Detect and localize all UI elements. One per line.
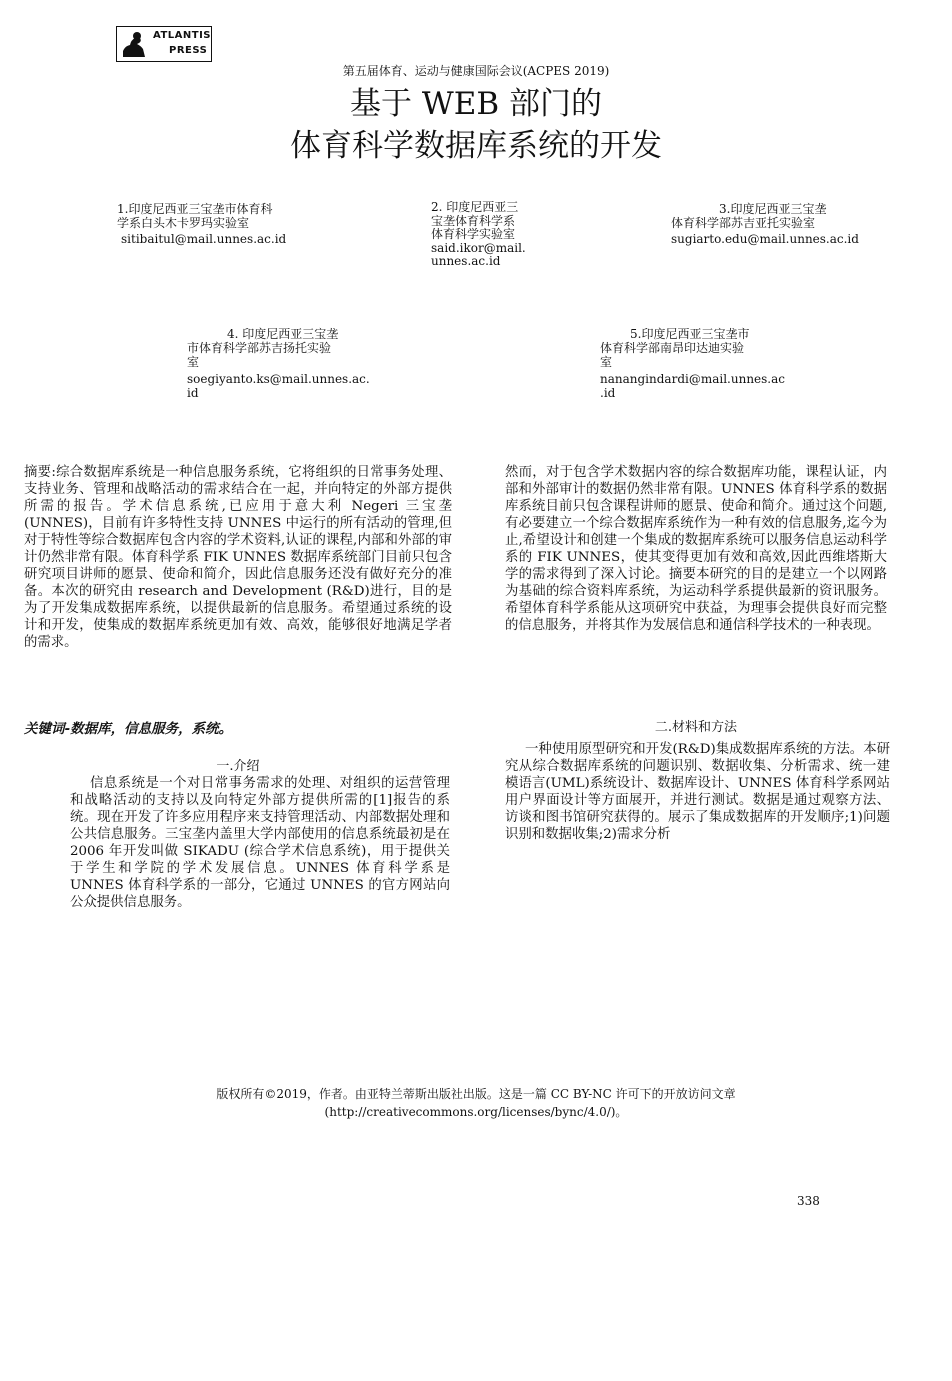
author-4-email-part1: soegiyanto.ks@mail.unnes.ac. xyxy=(187,372,370,386)
author-2-line3: 体育科学实验室 xyxy=(431,227,516,241)
abstract-left-column xyxy=(24,464,452,651)
author-5-email-part2: .id xyxy=(600,386,616,400)
section-2-heading: 二.材料和方法 xyxy=(654,720,738,735)
abstract-continued-text: 然而，对于包含学术数据内容的综合数据库功能，课程认证，内部和外部审计的数据仍然非常有限。UNNES 体育科学系的数据库系统目前只包含课程讲师的愿景、使命和简介。通过这个问题,有必要建立一个综合数据库系统作为一种有效的信息服务,迄今为止,希望设计和创建一个集成的数据库系统可以服务信息运动科学系的 FIK UNNES，使其变得更加有效和高效,因此西维塔斯大学的需求得到了深入讨论。摘要本研究的目的是建立一个以网路为基础的综合资料库系统，为运动科学系提供最新的资讯服务。希望体育科学系能从这项研究中获益，为理事会提供良好而完整的信息服务，并将其作为发展信息和通信科学技术的一种表现。 xyxy=(505,465,887,633)
paper-title-line1: 基于 WEB 部门的 xyxy=(350,86,602,122)
section-1-heading: 一.介绍 xyxy=(216,759,260,774)
publisher-logo xyxy=(116,26,212,62)
abstract-text: 摘要:综合数据库系统是一种信息服务系统，它将组织的日常事务处理、支持业务、管理和战略活动的需求结合在一起，并向特定的外部方提供所需的报告。学术信息系统,已应用于意大利 Negeri 三宝垄(UNNES)，目前有许多特性支持 UNNES 中运行的所有活动的管理,但对于特性等综合数据库包含内容的学术资料,认证的课程,内部和外部的审计仍然非常有限。体育科学系 FIK UNNES 数据库系统部门目前只包含研究项目讲师的愿景、使命和简介，因此信息服务还没有做好充分的准备。本次的研究由 research and Development (R&D)进行，目的是为了开发集成数据库系统，以提供最新的信息服务。希望通过系统的设计和开发，使集成的数据库系统更加有效、高效，能够很好地满足学者的需求。 xyxy=(24,465,452,650)
author-4-email-part2: id xyxy=(187,386,199,400)
author-5-line1: 5.印度尼西亚三宝垄市 xyxy=(630,327,750,341)
author-1-line1: 1.印度尼西亚三宝垄市体育科 xyxy=(117,202,273,216)
author-4-line3: 室 xyxy=(187,355,200,369)
author-1-line2: 学系白头木卡罗玛实验室 xyxy=(117,215,250,230)
section-1-paragraph: 信息系统是一个对日常事务需求的处理、对组织的运营管理和战略活动的支持以及向特定外部方提供所需的[1]报告的系统。现在开发了许多应用程序来支持管理活动、内部数据处理和公共信息服务。三宝垄内盖里大学内部使用的信息系统最初是在 2006 年开发叫做 SIKADU (综合学术信息系统)，用于提供关于学生和学院的学术发展信息。UNNES 体育科学系是 UNNES 体育科学系的一部分，它通过 UNNES 的官方网站向公众提供信息服务。 xyxy=(70,776,450,910)
thinker-logo-icon xyxy=(119,29,149,59)
author-2-email-part1: said.ikor@mail. xyxy=(431,240,526,255)
author-2-email-part2: unnes.ac.id xyxy=(431,254,501,268)
copyright-line2: (http://creativecommons.org/licenses/bync/4.0/)。 xyxy=(324,1105,628,1119)
section-1-body xyxy=(70,775,450,911)
author-5-email-part1: nanangindardi@mail.unnes.ac xyxy=(600,372,785,386)
author-3-line2: 体育科学部苏吉亚托实验室 xyxy=(671,215,816,230)
author-3-affiliation xyxy=(671,203,871,247)
author-5-line3: 室 xyxy=(600,355,613,369)
section-2-paragraph: 一种使用原型研究和开发(R&D)集成数据库系统的方法。本研究从综合数据库系统的问题识别、数据收集、分析需求、统一建模语言(UML)系统设计、数据库设计、UNNES 体育科学系网站用户界面设计等方面展开，并进行测试。数据是通过观察方法、访谈和图书馆研究获得的。展示了集成数据库的开发顺序;1)问题识别和数据收集;2)需求分析 xyxy=(505,742,890,842)
logo-text-press: PRESS xyxy=(169,45,208,56)
section-2-body xyxy=(505,741,890,843)
author-2-line1: 2. 印度尼西亚三 xyxy=(431,200,519,214)
author-5-line2: 体育科学部南昂印达迪实验 xyxy=(600,341,745,355)
author-2-affiliation xyxy=(431,201,541,269)
paper-title-line2: 体育科学数据库系统的开发 xyxy=(290,128,662,164)
page-number: 338 xyxy=(797,1194,820,1208)
author-2-line2: 宝垄体育科学系 xyxy=(431,213,516,228)
conference-name: 第五届体育、运动与健康国际会议(ACPES 2019) xyxy=(342,64,610,78)
author-5-affiliation xyxy=(600,327,800,400)
author-4-affiliation xyxy=(187,327,387,400)
keywords: 关键词-数据库，信息服务，系统。 xyxy=(24,721,233,737)
author-4-line1: 4. 印度尼西亚三宝垄 xyxy=(227,327,339,341)
abstract-right-column xyxy=(505,464,887,634)
logo-text-atlantis: ATLANTIS xyxy=(153,30,212,41)
author-3-email: sugiarto.edu@mail.unnes.ac.id xyxy=(671,232,859,246)
author-1-email: sitibaitul@mail.unnes.ac.id xyxy=(121,232,287,246)
author-4-line2: 市体育科学部苏吉扬托实验 xyxy=(187,341,332,355)
author-3-line1: 3.印度尼西亚三宝垄 xyxy=(719,202,827,216)
author-1-affiliation xyxy=(117,203,317,247)
copyright-line1: 版权所有©2019，作者。由亚特兰蒂斯出版社出版。这是一篇 CC BY-NC 许可下的开放访问文章 xyxy=(216,1087,736,1101)
